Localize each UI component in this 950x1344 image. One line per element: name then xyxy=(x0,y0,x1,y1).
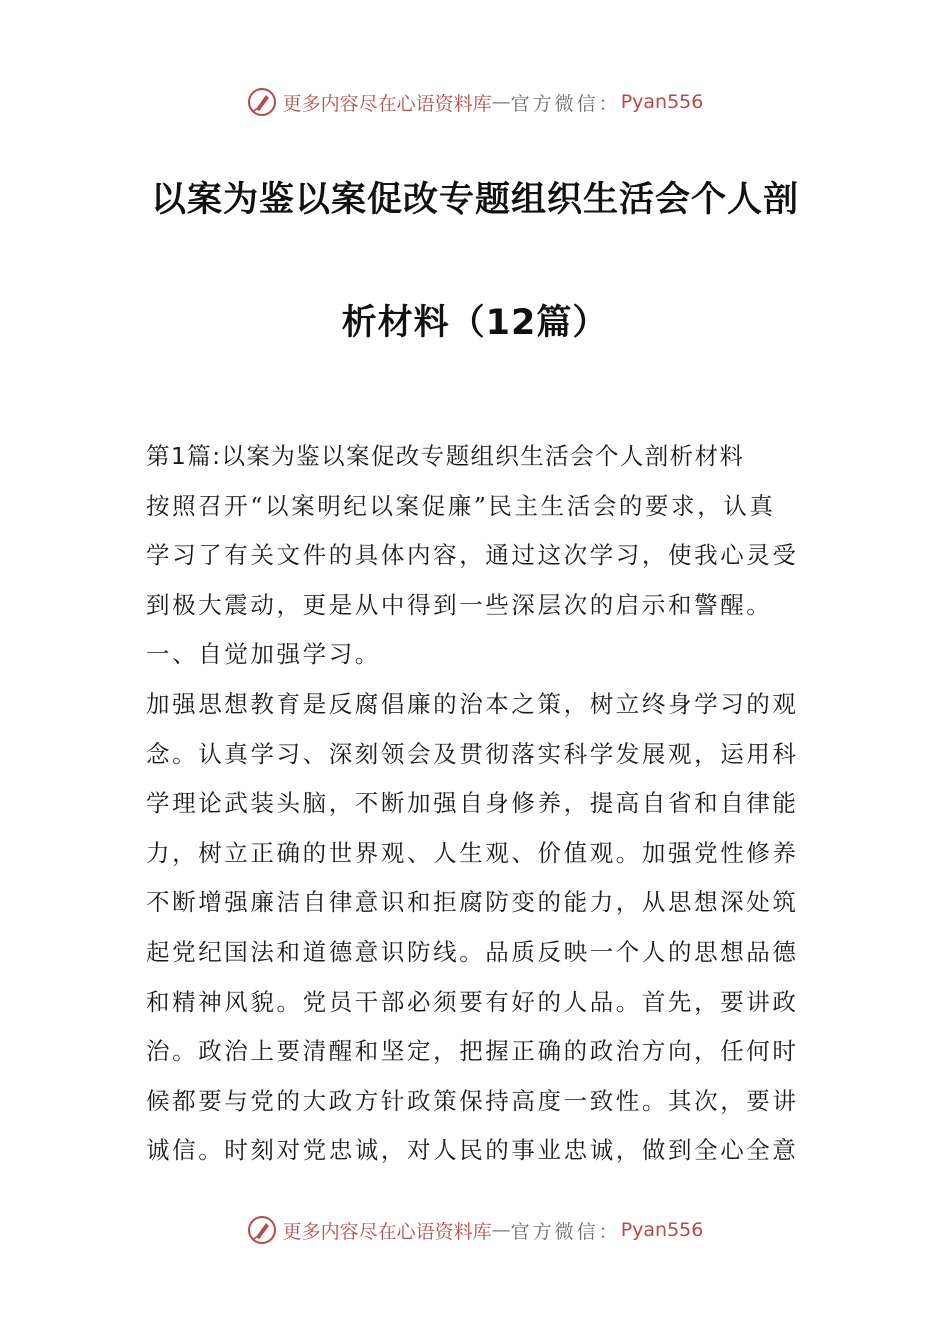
document-title-line-1: 以案为鉴以案促改专题组织生活会个人剖 xyxy=(150,180,799,220)
watermark-group xyxy=(247,87,704,117)
body-line: 学理论武装头脑，不断加强自身修养，提高自省和自律能 xyxy=(146,789,799,818)
watermark-separator: — xyxy=(491,91,511,113)
section-heading: 第1篇:以案为鉴以案促改专题组织生活会个人剖析材料 xyxy=(146,442,745,470)
body-line: 到极大震动，更是从中得到一些深层次的启示和警醒。 xyxy=(146,590,773,619)
pen-nib-logo-icon xyxy=(247,1215,277,1245)
body-line: 力，树立正确的世界观、人生观、价值观。加强党性修养 xyxy=(146,838,799,867)
watermark-group xyxy=(247,1215,704,1245)
watermark-wechat-id: Pyan556 xyxy=(620,1219,704,1241)
body-line: 念。认真学习、深刻领会及贯彻落实科学发展观，运用科 xyxy=(146,739,799,768)
watermark-separator: — xyxy=(491,1219,511,1241)
body-line: 按照召开“以案明纪以案促廉”民主生活会的要求，认真 xyxy=(146,491,776,520)
body-line: 不断增强廉洁自律意识和拒腐防变的能力，从思想深处筑 xyxy=(146,888,799,917)
pen-nib-logo-icon xyxy=(247,87,277,117)
body-line: 和精神风貌。党员干部必须要有好的人品。首先，要讲政 xyxy=(146,987,799,1016)
body-line: 治。政治上要清醒和坚定，把握正确的政治方向，任何时 xyxy=(146,1037,799,1066)
watermark-site-text: 更多内容尽在心语资料库 xyxy=(282,92,492,115)
header-watermark xyxy=(0,82,950,122)
watermark-wechat-id: Pyan556 xyxy=(620,91,704,113)
body-line: 候都要与党的大政方针政策保持高度一致性。其次，要讲 xyxy=(146,1086,799,1115)
document-title-line-2: 析材料（12篇） xyxy=(341,303,609,343)
footer-watermark xyxy=(0,1210,950,1250)
watermark-site-text: 更多内容尽在心语资料库 xyxy=(282,1220,492,1243)
watermark-label: 官方微信： xyxy=(510,92,621,115)
subheading: 一、自觉加强学习。 xyxy=(146,640,381,669)
body-line: 诚信。时刻对党忠诚，对人民的事业忠诚，做到全心全意 xyxy=(146,1136,799,1165)
body-line: 加强思想教育是反腐倡廉的治本之策，树立终身学习的观 xyxy=(146,689,799,718)
document-body xyxy=(146,432,806,1176)
watermark-label: 官方微信： xyxy=(510,1220,621,1243)
body-line: 起党纪国法和道德意识防线。品质反映一个人的思想品德 xyxy=(146,937,799,966)
body-line: 学习了有关文件的具体内容，通过这次学习，使我心灵受 xyxy=(146,541,799,570)
